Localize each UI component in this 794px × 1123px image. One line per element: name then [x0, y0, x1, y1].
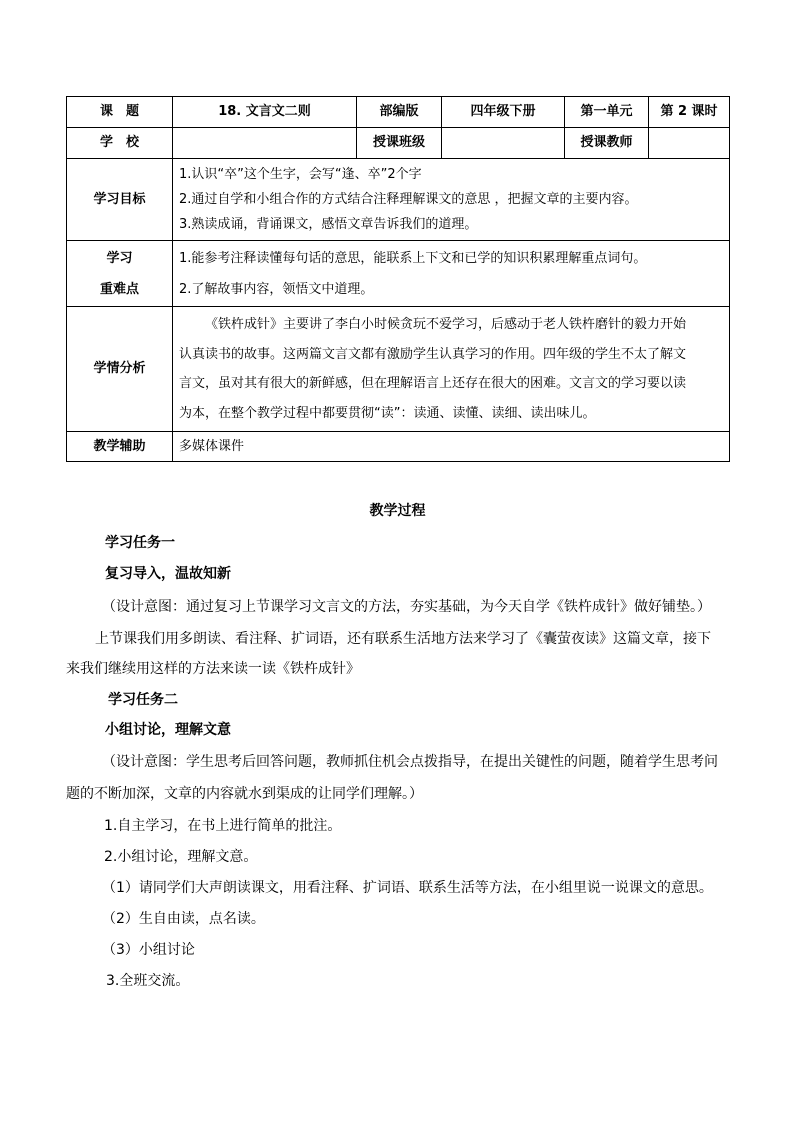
- unit-cell: 第一单元: [565, 97, 649, 128]
- goal-item: 3.熟读成诵，背诵课文，感悟文章告诉我们的道理。: [179, 217, 478, 232]
- goals-label: 学习目标: [67, 159, 173, 241]
- task1-paragraph-line1: 上节课我们用多朗读、看注释、扩词语，还有联系生活地方法来学习了《囊萤夜读》这篇文章，接下: [95, 631, 711, 647]
- task2-intent-line1: （设计意图：学生思考后回答问题，教师抓住机会点拨指导，在提出关键性的问题，随着学生思考问: [102, 754, 718, 770]
- step-3: 3.全班交流。: [106, 973, 190, 989]
- analysis-line: 《铁杵成针》主要讲了李白小时候贪玩不爱学习，后感动于老人铁杵磨针的毅力开始: [205, 317, 687, 332]
- aids-value: 多媒体课件: [173, 432, 730, 462]
- teaching-process: [66, 0, 729, 1123]
- task2-intent-line2: 题的不断加深，文章的内容就水到渠成的让同学们理解。）: [66, 786, 423, 802]
- task2-label: 学习任务二: [108, 692, 178, 708]
- goal-item: 2.通过自学和小组合作的方式结合注释理解课文的意思 ，把握文章的主要内容。: [179, 192, 638, 207]
- sub-step-1: （1）请同学们大声朗读课文，用看注释、扩词语、联系生活等方法，在小组里说一说课文的意思。: [102, 880, 713, 896]
- keypoints-label-line1: 学习: [106, 250, 133, 266]
- analysis-line: 认真读书的故事。这两篇文言文都有激励学生认真学习的作用。四年级的学生不太了解文: [179, 346, 687, 362]
- analysis-line: 言文，虽对其有很大的新鲜感，但在理解语言上还存在很大的困难。文言文的学习要以读: [179, 376, 687, 391]
- task1-heading: 复习导入，温故知新: [105, 566, 231, 582]
- task1-label: 学习任务一: [105, 535, 175, 551]
- keypoints-label-line2: 重难点: [99, 281, 139, 297]
- sub-step-3: （3）小组讨论: [102, 942, 195, 958]
- school-label: 学 校: [67, 128, 173, 159]
- keypoint-item: 1.能参考注释读懂每句话的意思，能联系上下文和已学的知识积累理解重点词句。: [179, 250, 647, 266]
- goal-item: 1.认识“卒”这个生字，会写“逢、卒”2个字: [179, 167, 422, 182]
- process-title: 教学过程: [369, 503, 426, 519]
- class-label: 授课班级: [357, 128, 442, 159]
- lesson-label: 课 题: [67, 97, 173, 128]
- task2-heading: 小组讨论，理解文意: [105, 722, 231, 738]
- step-1: 1.自主学习，在书上进行简单的批注。: [104, 818, 342, 834]
- edition-cell: 部编版: [357, 97, 442, 128]
- teacher-label: 授课教师: [565, 128, 649, 159]
- task1-intent: （设计意图：通过复习上节课学习文言文的方法，夯实基础，为今天自学《铁杵成针》做好铺垫。）: [102, 599, 711, 615]
- task1-paragraph-line2: 来我们继续用这样的方法来读一读《铁杵成针》: [66, 661, 360, 677]
- period-cell: 第 2 课时: [649, 97, 730, 128]
- step-2: 2.小组讨论，理解文意。: [104, 849, 258, 865]
- lesson-title: 18. 文言文二则: [173, 97, 357, 128]
- aids-label: 教学辅助: [67, 432, 173, 462]
- sub-step-2: （2）生自由读，点名读。: [102, 911, 265, 927]
- analysis-label: 学情分析: [67, 307, 173, 432]
- grade-cell: 四年级下册: [442, 97, 565, 128]
- analysis-line: 为本，在整个教学过程中都要贯彻“读”：读通、读懂、读细、读出味儿。: [179, 405, 596, 421]
- keypoint-item: 2.了解故事内容，领悟文中道理。: [179, 281, 374, 297]
